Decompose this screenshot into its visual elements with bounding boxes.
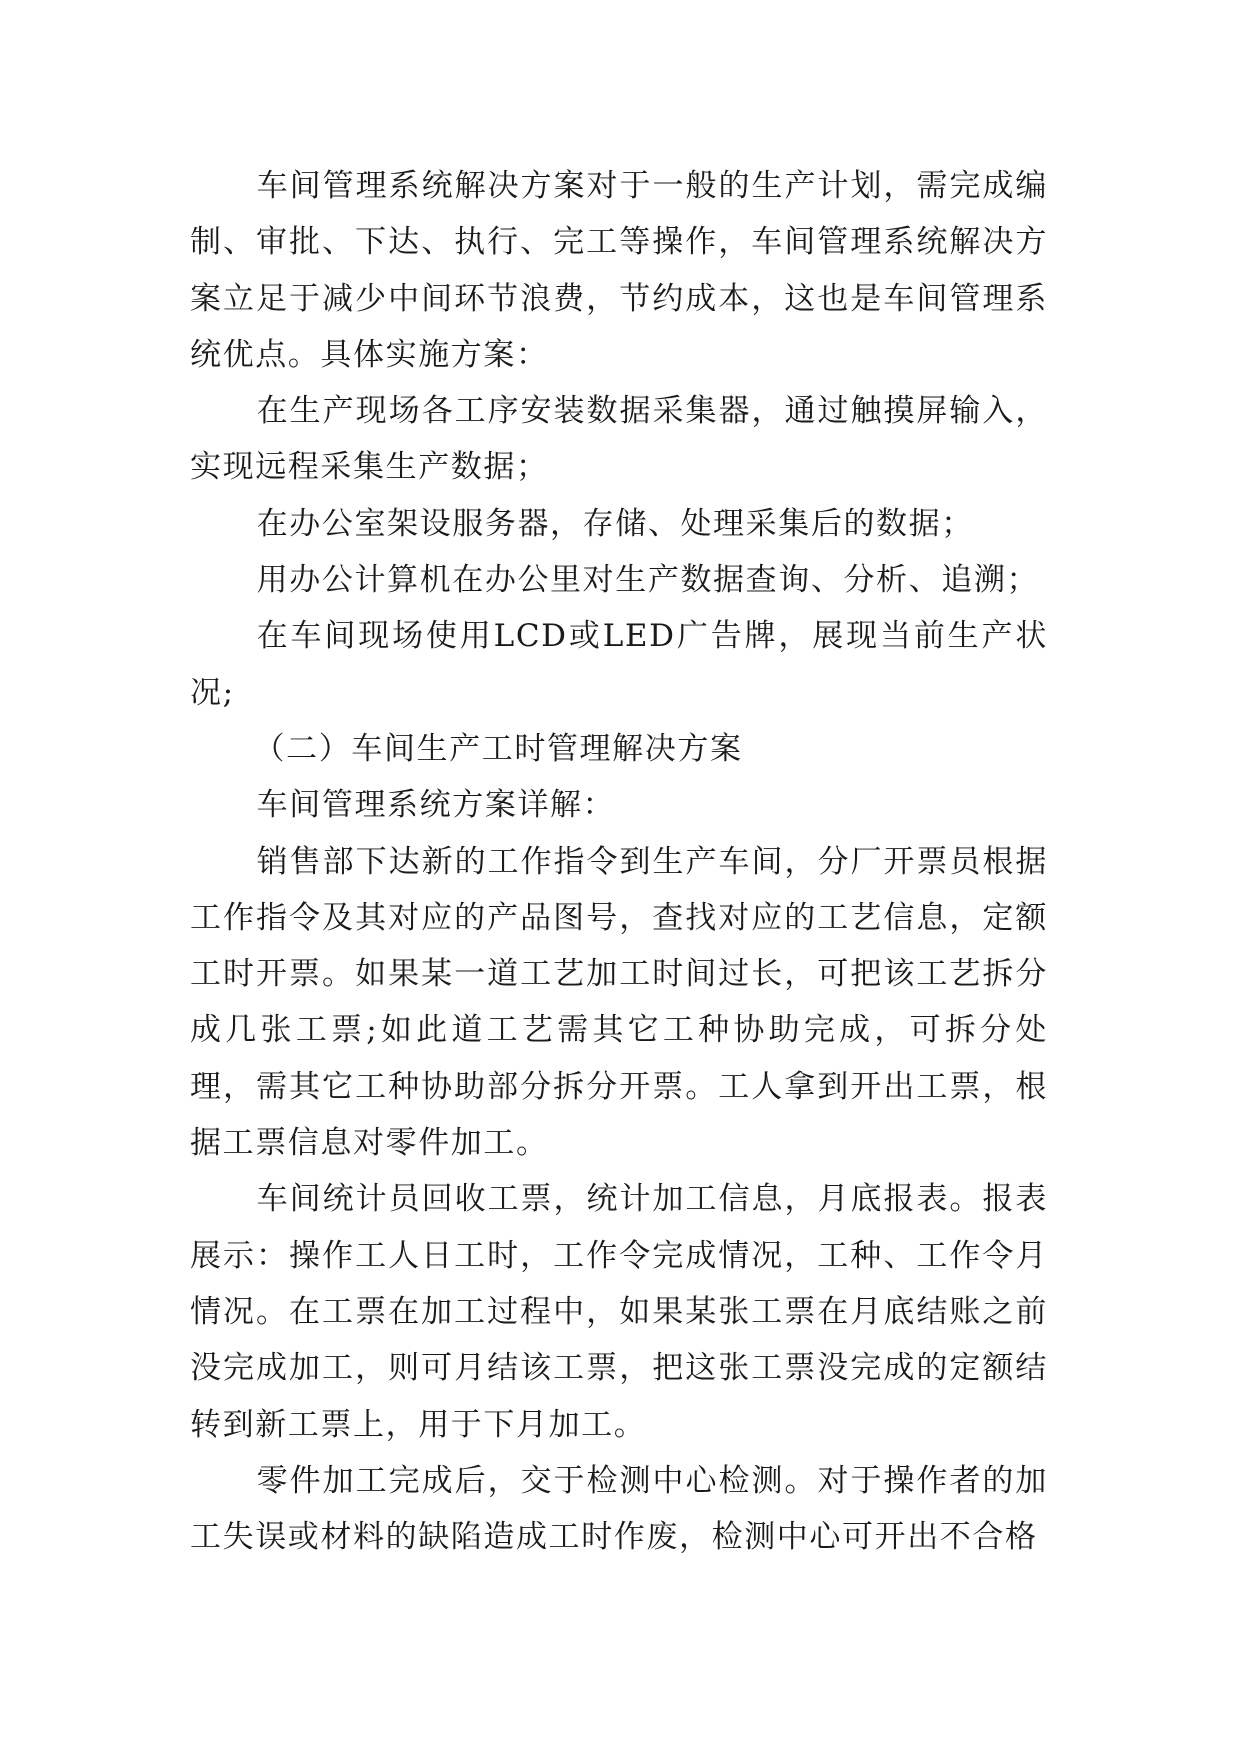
- paragraph-server: 在办公室架设服务器，存储、处理采集后的数据；: [256, 505, 974, 542]
- paragraph-statistics: 车间统计员回收工票，统计加工信息，月底报表。报表展示：操作工人日工时，工作令完成情况，工种、工作令月情况。在工票在加工过程中，如果某张工票在月底结账之前没完成加工，则可月结该工票，把这张工票没完成的定额结转到新工票上，用于下月加工。: [190, 1181, 1048, 1443]
- paragraph-inspection: 零件加工完成后，交于检测中心检测。对于操作者的加工失误或材料的缺陷造成工时作废，检测中心可开出不合格: [190, 1462, 1048, 1556]
- paragraph-intro: 车间管理系统解决方案对于一般的生产计划，需完成编制、审批、下达、执行、完工等操作，车间管理系统解决方案立足于减少中间环节浪费，节约成本，这也是车间管理系统优点。具体实施方案：: [190, 168, 1048, 373]
- paragraph-led-board: 在车间现场使用LCD或LED广告牌，展现当前生产状况;: [190, 618, 1048, 711]
- section-heading: （二）车间生产工时管理解决方案: [253, 730, 743, 767]
- paragraph-data-collector: 在生产现场各工序安装数据采集器，通过触摸屏输入，实现远程采集生产数据；: [190, 393, 1048, 486]
- paragraph-office-computer: 用办公计算机在办公里对生产数据查询、分析、追溯；: [256, 562, 1040, 599]
- paragraph-detail-heading: 车间管理系统方案详解：: [256, 787, 616, 824]
- paragraph-sales-order: 销售部下达新的工作指令到生产车间，分厂开票员根据工作指令及其对应的产品图号，查找对应的工艺信息，定额工时开票。如果某一道工艺加工时间过长，可把该工艺拆分成几张工票;如此道工艺需其它工种协助完成，可拆分处理，需其它工种协助部分拆分开票。工人拿到开出工票，根据工票信息对零件加工。: [190, 843, 1048, 1162]
- document-body: [190, 158, 1048, 1565]
